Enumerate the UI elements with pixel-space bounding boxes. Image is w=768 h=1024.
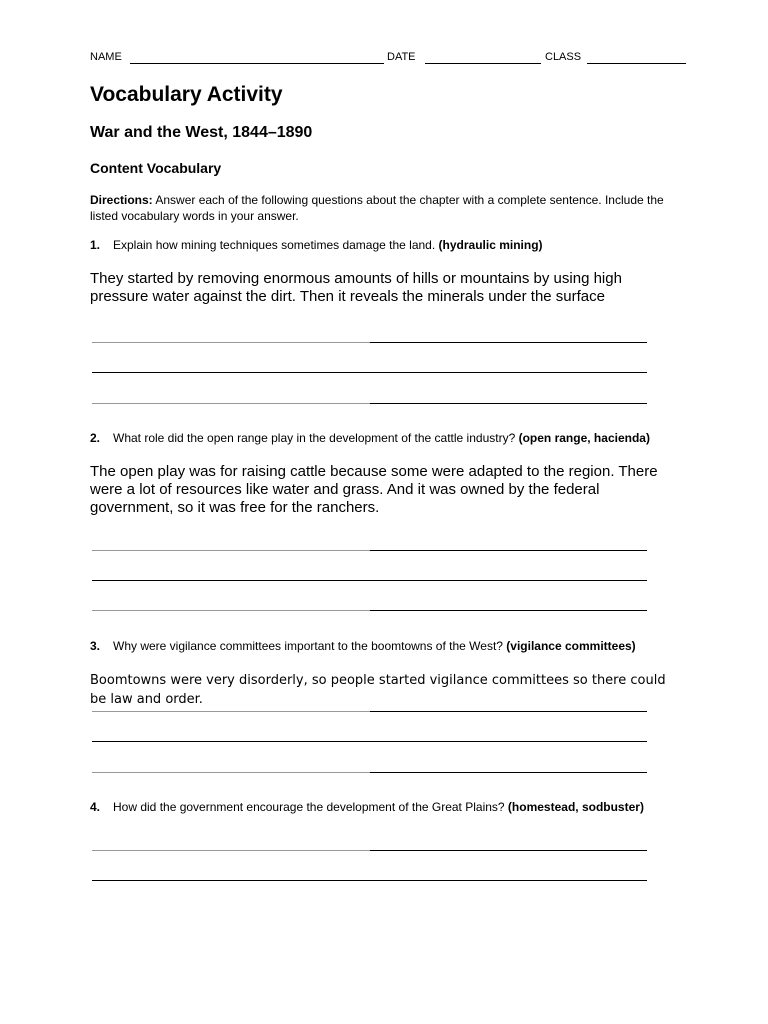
answer-line xyxy=(92,372,647,373)
date-field-line[interactable] xyxy=(425,63,541,64)
question-keywords: (open range, hacienda) xyxy=(518,431,650,445)
question-text: What role did the open range play in the development of the cattle industry? xyxy=(113,431,519,445)
name-field-line[interactable] xyxy=(130,63,384,64)
directions xyxy=(90,192,680,224)
directions-label: Directions: xyxy=(90,193,153,207)
question-2 xyxy=(90,431,650,445)
directions-text: Answer each of the following questions about the chapter with a complete sentence. Include the listed vocabulary words in your answer. xyxy=(90,193,664,223)
question-3 xyxy=(90,639,636,653)
question-keywords: (hydraulic mining) xyxy=(438,238,543,252)
page-subtitle: War and the West, 1844–1890 xyxy=(90,124,313,141)
answer-line xyxy=(92,741,647,742)
answer-line xyxy=(92,580,647,581)
class-label: CLASS xyxy=(545,51,582,63)
question-text: How did the government encourage the development of the Great Plains? xyxy=(113,800,508,814)
answer-line[interactable] xyxy=(92,880,647,881)
name-label: NAME xyxy=(90,51,122,63)
question-number: 4. xyxy=(90,800,101,814)
page-title: Vocabulary Activity xyxy=(90,83,283,106)
question-keywords: (homestead, sodbuster) xyxy=(507,800,644,814)
question-keywords: (vigilance committees) xyxy=(506,639,636,653)
question-1 xyxy=(90,238,543,252)
answer-1[interactable]: They started by removing enormous amounts of hills or mountains by using high pressure water against the dirt. Then it reveals the minerals under the surface xyxy=(90,270,622,305)
question-number: 2. xyxy=(90,431,101,445)
question-4 xyxy=(90,800,644,814)
section-heading: Content Vocabulary xyxy=(90,160,222,176)
class-field-line[interactable] xyxy=(587,63,686,64)
date-label: DATE xyxy=(387,51,416,63)
question-number: 3. xyxy=(90,639,101,653)
question-number: 1. xyxy=(90,238,101,252)
question-text: Explain how mining techniques sometimes damage the land. xyxy=(113,238,439,252)
question-text: Why were vigilance committees important to the boomtowns of the West? xyxy=(113,639,507,653)
answer-2[interactable]: The open play was for raising cattle because some were adapted to the region. There were a lot of resources like water and grass. And it was owned by the federal government, so it was free for the ranchers. xyxy=(90,463,658,516)
answer-3[interactable]: Boomtowns were very disorderly, so people started vigilance committees so there could be law and order. xyxy=(90,673,666,707)
